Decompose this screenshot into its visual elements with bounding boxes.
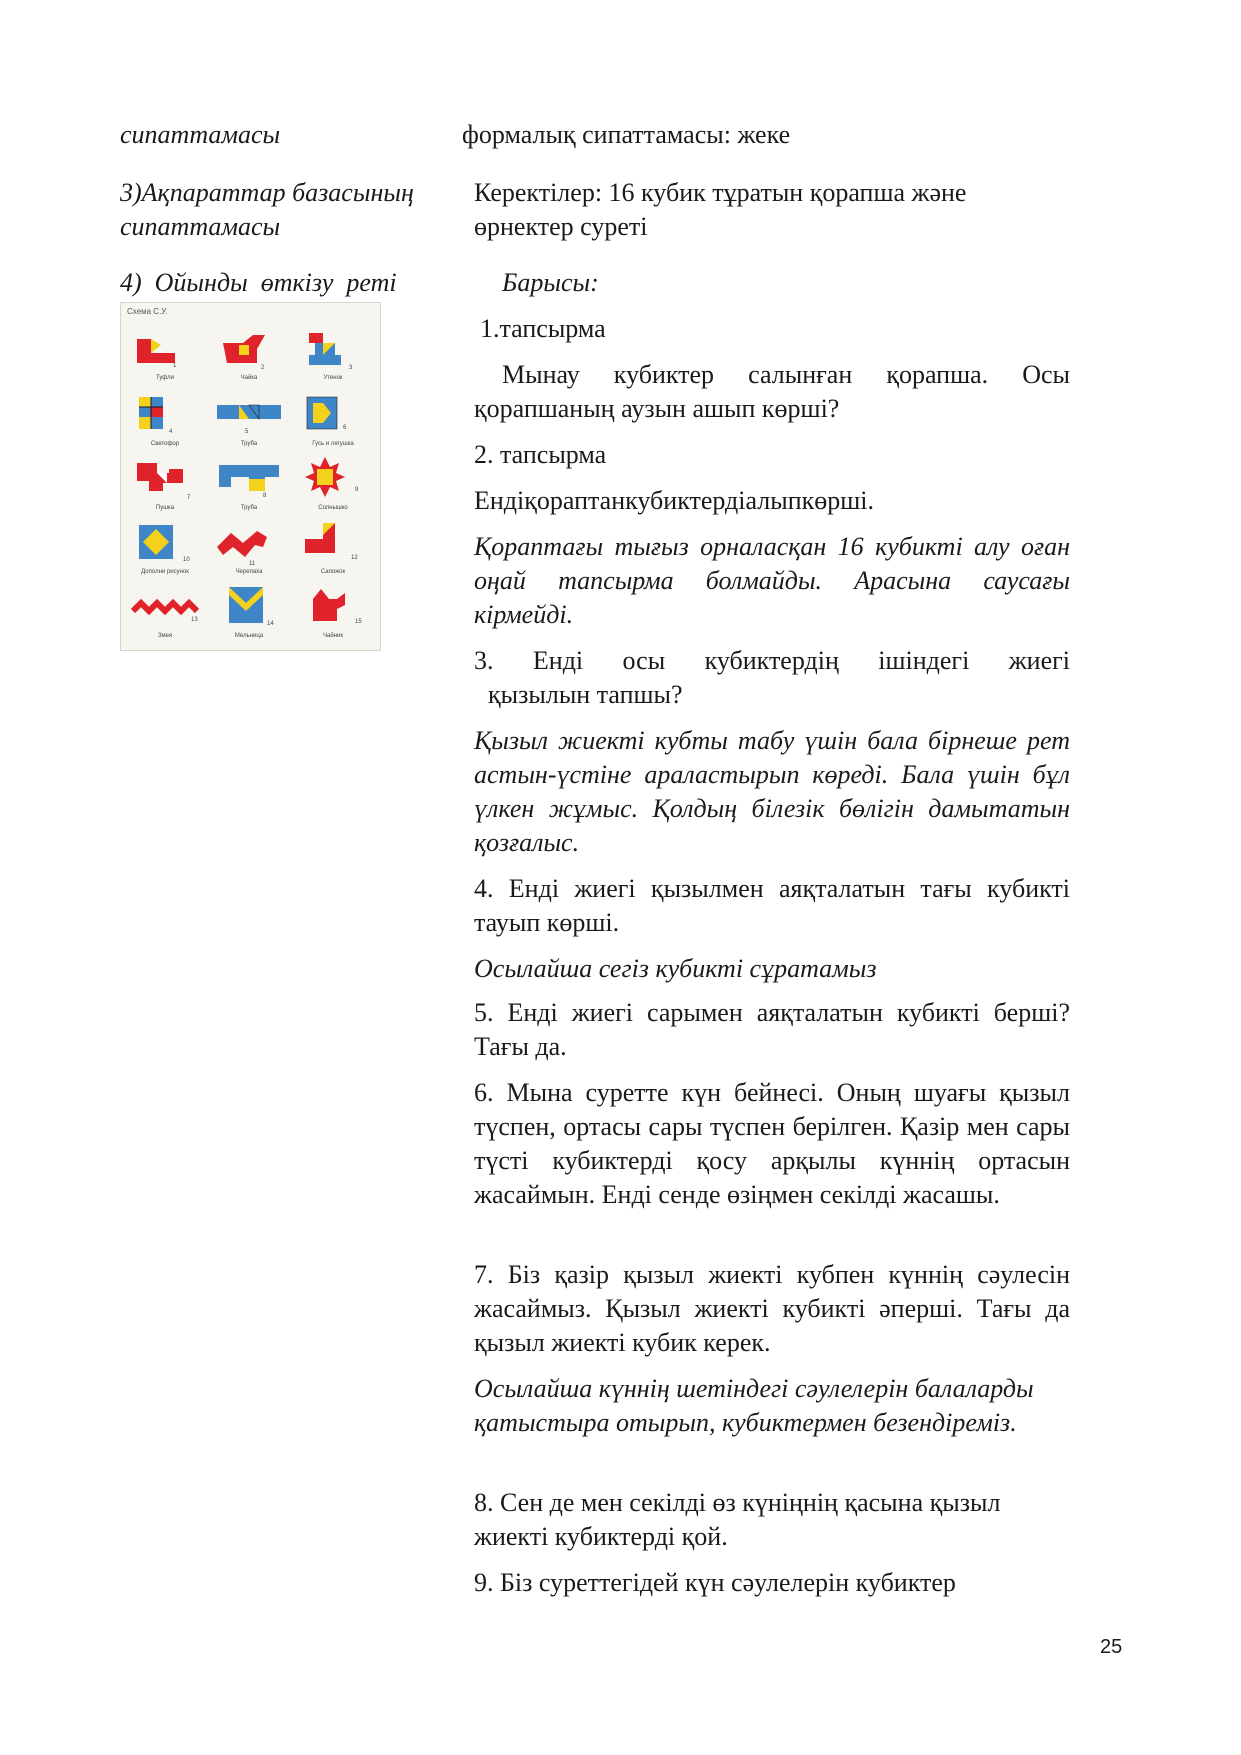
- pattern-number-11: 11: [249, 561, 256, 567]
- pattern-caption-6: Гусь и лягушка: [312, 441, 354, 447]
- paragraph-5-italic: Қызыл жиекті кубты табу үшін бала бірнеше рет астын-үстіне араластырып көреді. Бала үшін бұл үлкен жұмыс. Қолдың білезік бөлігін дамытатын қозғалыс.: [474, 726, 1070, 857]
- pattern-number-5: 5: [245, 429, 249, 435]
- pattern-item-4: [125, 389, 205, 453]
- pattern-caption-14: Мельница: [234, 633, 264, 639]
- pattern-caption-2: Чайка: [240, 375, 258, 381]
- page-number: 25: [1100, 1636, 1123, 1658]
- pattern-number-12: 12: [351, 555, 358, 561]
- pattern-caption-4: Светофор: [150, 441, 180, 447]
- task2-label: 2. тапсырма: [474, 440, 607, 469]
- pattern-number-3: 3: [349, 365, 353, 371]
- pattern-item-8: [209, 453, 289, 517]
- pattern-item-1: [125, 323, 205, 387]
- pattern-caption-5: Труба: [240, 441, 258, 447]
- pattern-item-7: [125, 453, 205, 517]
- paragraph-2: Ендіқораптанкубиктердіалыпкөрші.: [474, 486, 874, 515]
- pattern-number-14: 14: [267, 621, 274, 627]
- pattern-caption-1: Туфли: [156, 375, 174, 381]
- row1-left-label: сипаттамасы: [120, 120, 281, 149]
- pattern-caption-10: Дополни рисунок: [141, 569, 189, 575]
- pattern-number-13: 13: [191, 617, 198, 623]
- row2-right-line1: Керектілер: 16 кубик тұратын қорапша және: [474, 178, 967, 207]
- pattern-number-7: 7: [187, 495, 191, 501]
- pattern-item-3: [293, 323, 373, 387]
- pattern-item-6: [293, 389, 373, 453]
- process-heading: Барысы:: [502, 268, 599, 297]
- pattern-item-10: [125, 517, 205, 581]
- pattern-item-15: [293, 581, 373, 645]
- row2-left-line1: 3)Ақпараттар базасының: [120, 178, 414, 207]
- paragraph-9: 6. Мына суретте күн бейнесі. Оның шуағы қызыл түспен, ортасы сары түспен берілген. Қазір мен сары түсті кубиктерді қосу арқылы күннің ортасын жасаймын. Енді сенде өзіңмен секілді жасашы.: [474, 1078, 1070, 1209]
- pattern-number-4: 4: [169, 429, 173, 435]
- paragraph-13: 9. Біз суреттегідей күн сәулелерін кубиктер: [474, 1568, 956, 1597]
- paragraph-4-line1: 3. Енді осы кубиктердің ішіндегі жиегі: [474, 646, 1070, 675]
- paragraph-7-italic: Осылайша сегіз кубикті сұратамыз: [474, 954, 877, 983]
- pattern-number-9: 9: [355, 487, 359, 493]
- figure-title: Схема С.У.: [127, 307, 168, 316]
- pattern-number-2: 2: [261, 365, 265, 371]
- pattern-caption-15: Чайник: [323, 633, 343, 639]
- paragraph-4-line2: қызылын тапшы?: [488, 680, 683, 709]
- paragraph-1: Мынау кубиктер салынған қорапша. Осы қорапшаның аузын ашып көрші?: [474, 360, 1070, 423]
- pattern-item-5: [209, 389, 289, 453]
- paragraph-10: 7. Біз қазір қызыл жиекті кубпен күннің сәулесін жасаймыз. Қызыл жиекті кубикті әперші. Тағы да қызыл жиекті кубик керек.: [474, 1260, 1070, 1357]
- pattern-item-11: [209, 517, 289, 581]
- row1-right-text: формалық сипаттамасы: жеке: [462, 120, 791, 149]
- pattern-item-9: [293, 453, 373, 517]
- cube-patterns-figure: [120, 302, 381, 651]
- pattern-item-12: [293, 517, 373, 581]
- pattern-caption-7: Пушка: [155, 505, 175, 511]
- pattern-number-10: 10: [183, 557, 190, 563]
- pattern-number-15: 15: [355, 619, 362, 625]
- paragraph-3-italic: Қораптағы тығыз орналасқан 16 кубикті алу оған оңай тапсырма болмайды. Арасына саусағы кірмейді.: [474, 532, 1070, 629]
- pattern-caption-13: Змея: [157, 633, 173, 639]
- paragraph-6: 4. Енді жиегі қызылмен аяқталатын тағы кубикті тауып көрші.: [474, 874, 1070, 937]
- pattern-caption-11: Черепаха: [235, 569, 263, 575]
- paragraph-8: 5. Енді жиегі сарымен аяқталатын кубикті берші? Тағы да.: [474, 998, 1070, 1061]
- row2-left-line2: сипаттамасы: [120, 212, 281, 241]
- pattern-number-1: 1: [173, 363, 177, 369]
- pattern-item-2: [209, 323, 289, 387]
- pattern-caption-3: Утенок: [323, 375, 343, 381]
- pattern-caption-12: Сапожок: [320, 569, 346, 575]
- row3-left-label: 4) Ойынды өткізу реті: [120, 268, 397, 297]
- pattern-caption-8: Труба: [240, 505, 258, 511]
- pattern-number-8: 8: [263, 493, 267, 499]
- pattern-number-6: 6: [343, 425, 347, 431]
- pattern-item-13: [125, 581, 205, 645]
- task1-label: 1.тапсырма: [480, 314, 606, 343]
- pattern-item-14: [209, 581, 289, 645]
- row2-right-line2: өрнектер суреті: [474, 212, 648, 241]
- pattern-caption-9: Солнышко: [318, 505, 348, 511]
- paragraph-11-italic: Осылайша күннің шетіндегі сәулелерін балаларды қатыстыра отырып, кубиктермен безендіреміз.: [474, 1374, 1034, 1437]
- paragraph-12: 8. Сен де мен секілді өз күніңнің қасына қызыл жиекті кубиктерді қой.: [474, 1488, 1001, 1551]
